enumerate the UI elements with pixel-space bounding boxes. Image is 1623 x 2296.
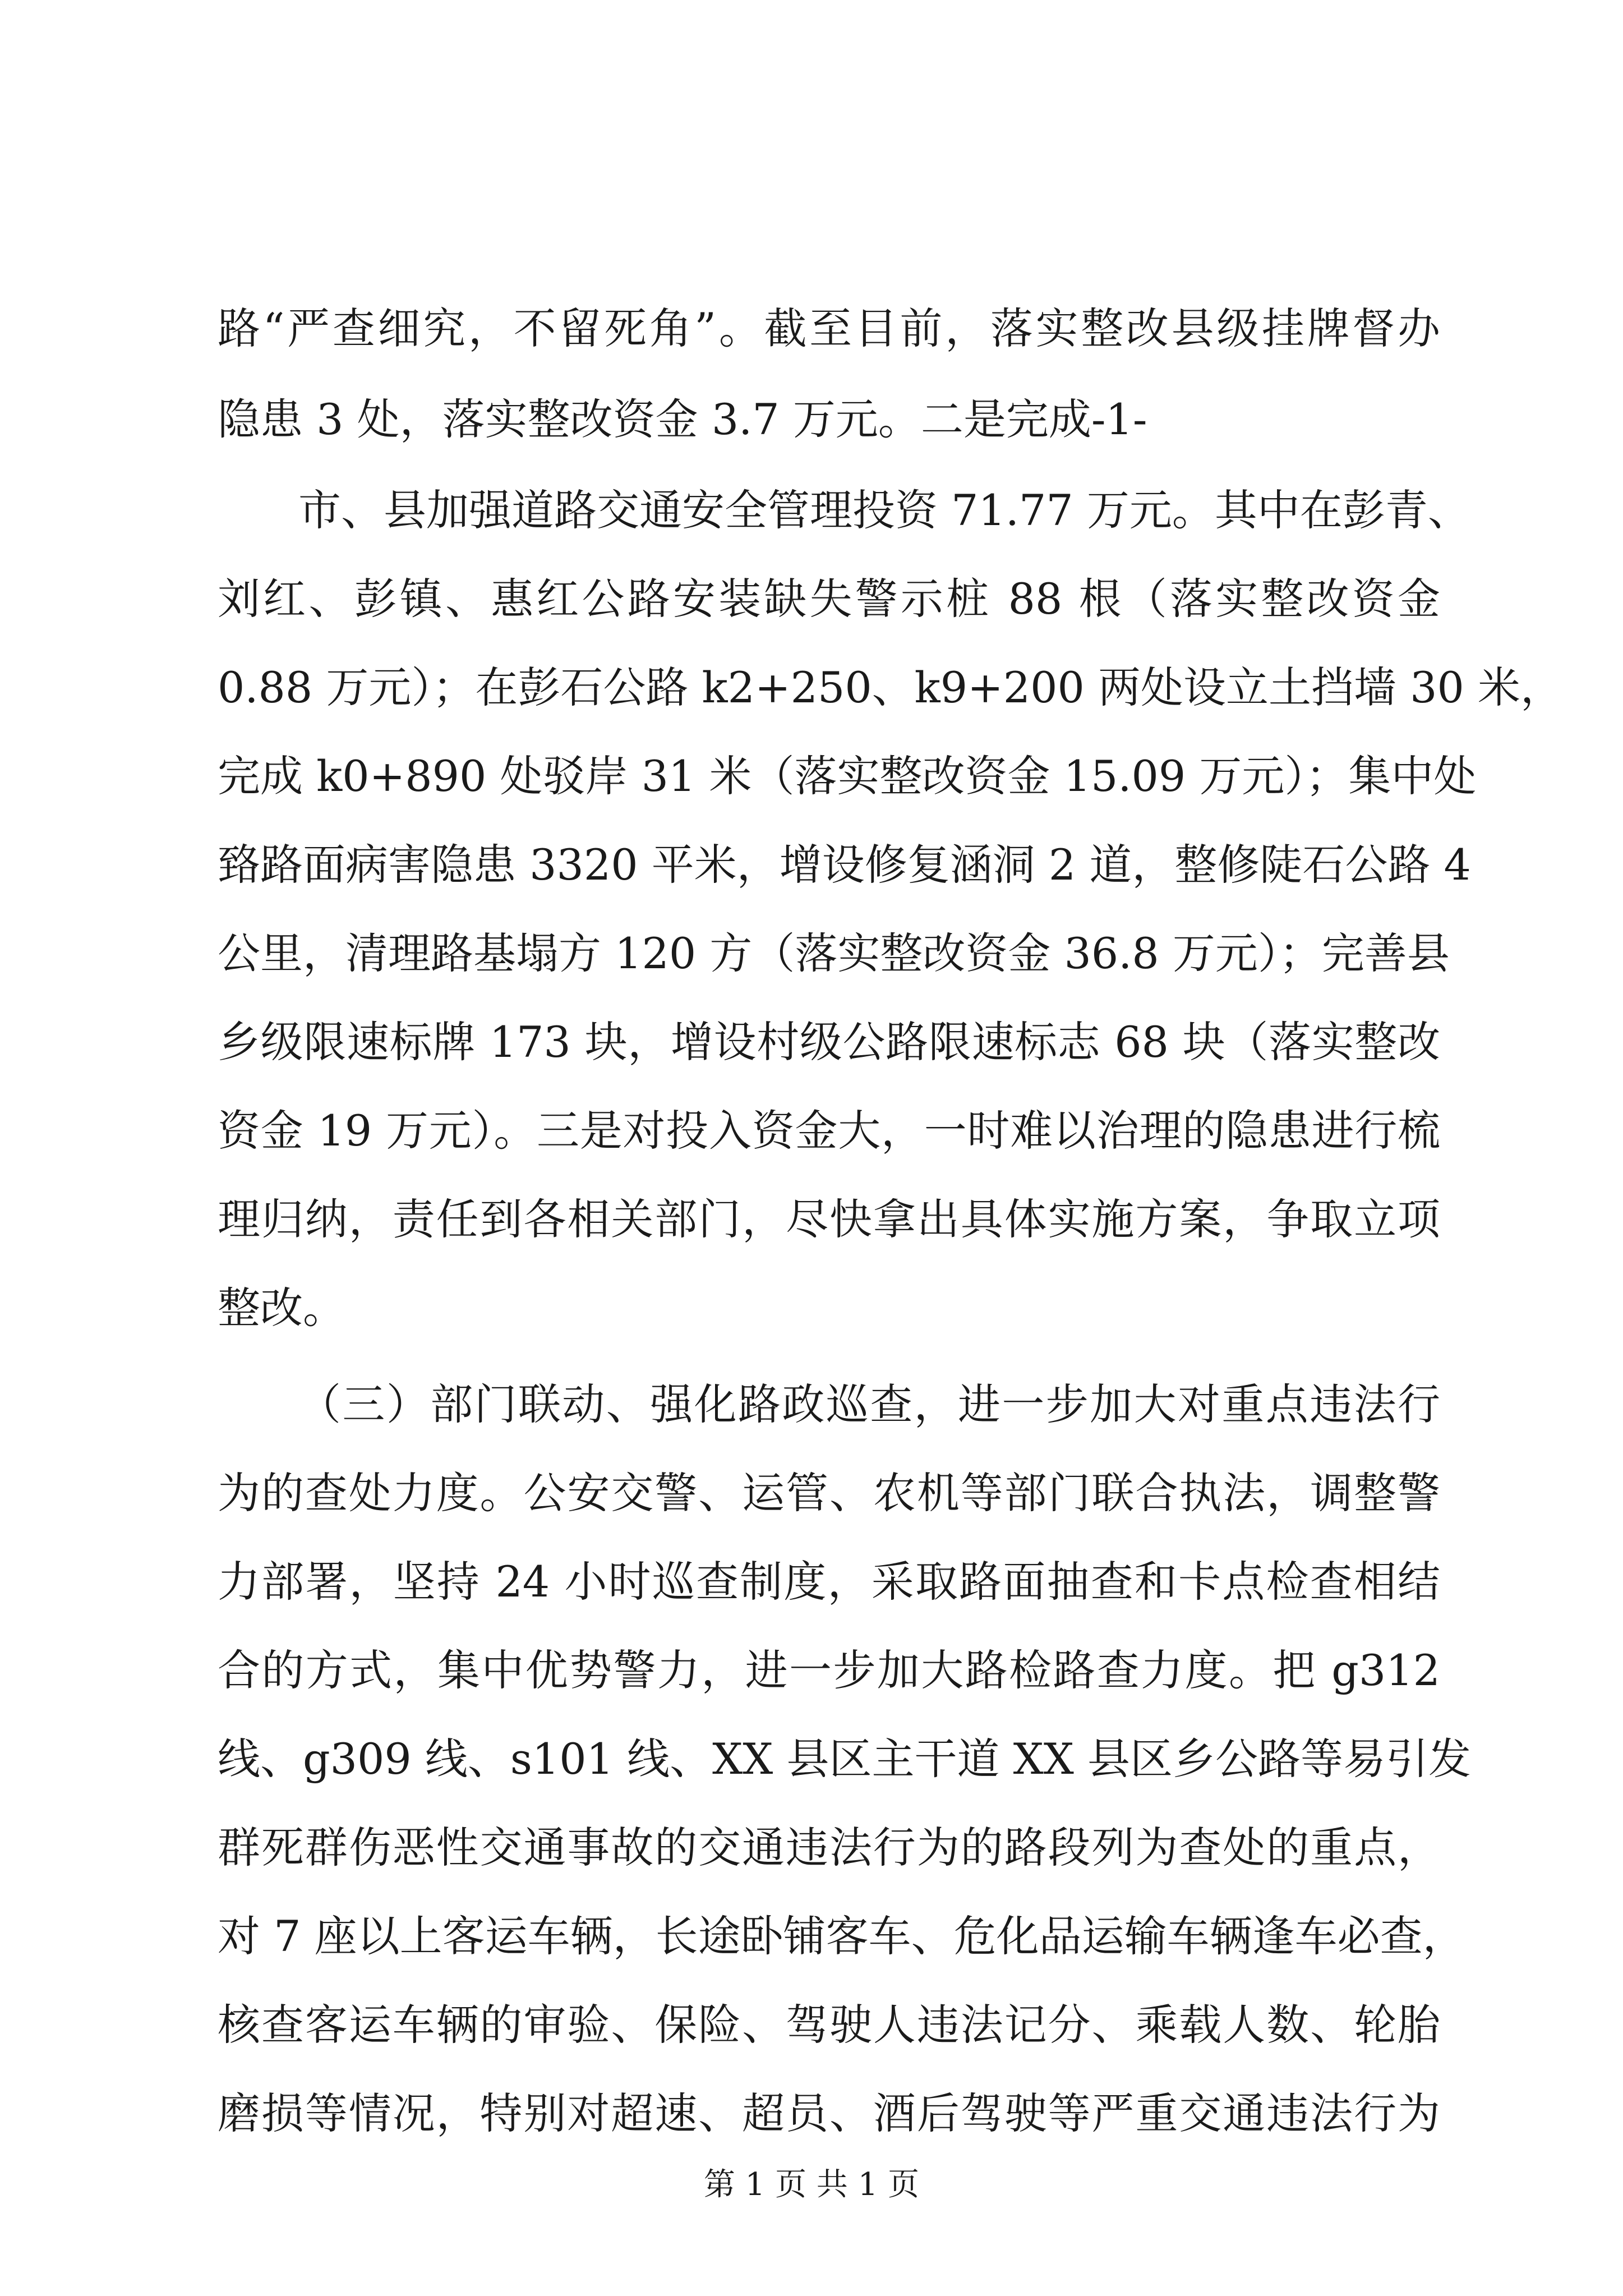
page-footer: 第 1 页 共 1 页 — [703, 2166, 920, 2203]
section-heading-line: （三）部门联动、强化路政巡查，进一步加大对重点违法行 — [298, 1379, 1440, 1429]
body-line: 市、县加强道路交通安全管理投资 71.77 万元。其中在彭青、 — [298, 485, 1470, 535]
body-line: 路“严查细究，不留死角”。截至目前，落实整改县级挂牌督办 — [218, 303, 1440, 353]
body-line: 理归纳，责任到各相关部门，尽快拿出具体实施方案，争取立项 — [218, 1194, 1440, 1244]
body-line: 乡级限速标牌 173 块，增设村级公路限速标志 68 块（落实整改 — [218, 1017, 1440, 1067]
body-line: 核查客运车辆的审验、保险、驾驶人违法记分、乘载人数、轮胎 — [218, 2000, 1440, 2050]
body-line: 公里，清理路基塌方 120 方（落实整改资金 36.8 万元）；完善县 — [218, 928, 1450, 978]
body-line: 隐患 3 处，落实整改资金 3.7 万元。二是完成-1- — [218, 394, 1147, 444]
body-line: 对 7 座以上客运车辆，长途卧铺客车、危化品运输车辆逢车必查， — [218, 1911, 1465, 1961]
body-line: 合的方式，集中优势警力，进一步加大路检路查力度。把 g312 — [218, 1645, 1440, 1695]
body-line: 磨损等情况，特别对超速、超员、酒后驾驶等严重交通违法行为 — [218, 2088, 1440, 2138]
body-line: 力部署，坚持 24 小时巡查制度，采取路面抽查和卡点检查相结 — [218, 1557, 1440, 1607]
body-line: 群死群伤恶性交通事故的交通违法行为的路段列为查处的重点， — [218, 1823, 1440, 1872]
body-line: 刘红、彭镇、惠红公路安装缺失警示桩 88 根（落实整改资金 — [218, 574, 1440, 624]
body-line: 线、g309 线、s101 线、XX 县区主干道 XX 县区乡公路等易引发 — [218, 1734, 1471, 1784]
body-line: 臵路面病害隐患 3320 平米，增设修复涵洞 2 道，整修陡石公路 4 — [218, 840, 1471, 890]
body-line: 为的查处力度。公安交警、运管、农机等部门联合执法，调整警 — [218, 1468, 1440, 1518]
body-line: 整改。 — [218, 1283, 345, 1333]
body-line: 资金 19 万元）。三是对投入资金大，一时难以治理的隐患进行梳 — [218, 1106, 1440, 1156]
body-line: 0.88 万元）；在彭石公路 k2+250、k9+200 两处设立土挡墙 30 米， — [218, 662, 1564, 712]
body-line: 完成 k0+890 处驳岸 31 米（落实整改资金 15.09 万元）；集中处 — [218, 751, 1477, 801]
